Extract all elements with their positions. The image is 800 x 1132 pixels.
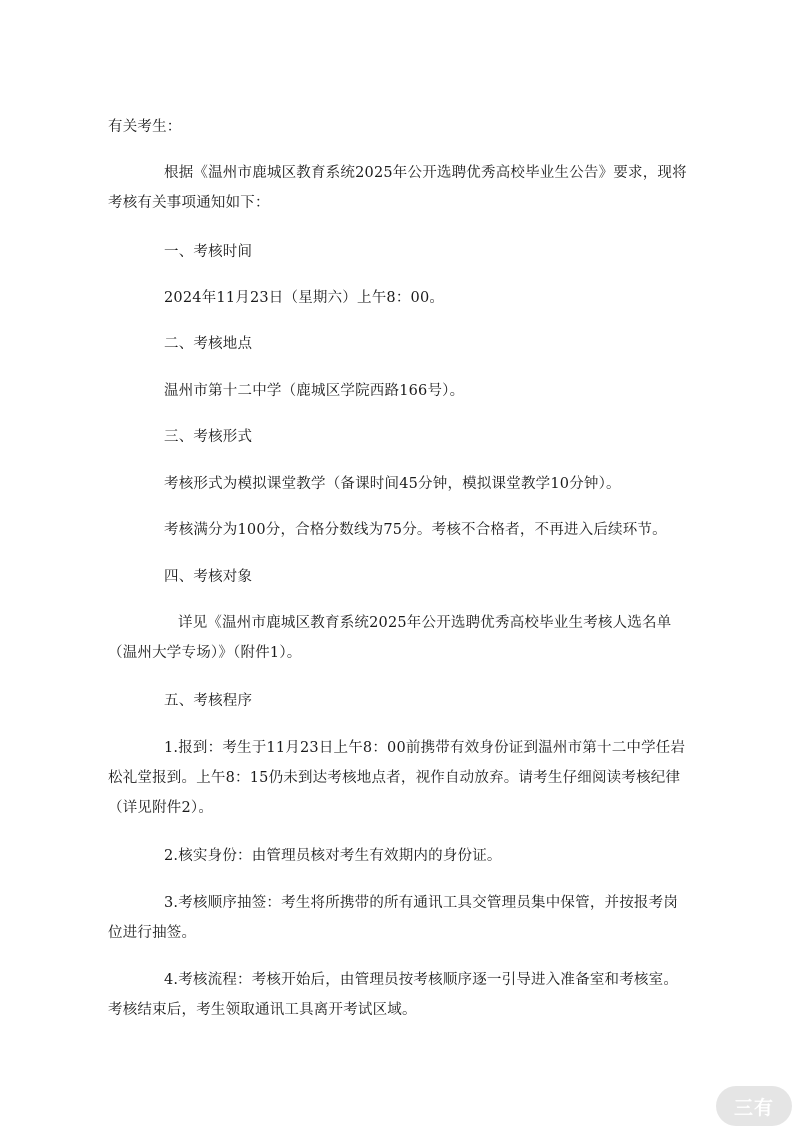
section-format-body1: 考核形式为模拟课堂教学（备课时间45分钟，模拟课堂教学10分钟）。 — [164, 476, 621, 492]
section-format-body2: 考核满分为100分，合格分数线为75分。考核不合格者，不再进入后续环节。 — [164, 522, 667, 538]
section-procedure-heading: 五、考核程序 — [164, 693, 253, 709]
intro-paragraph: 根据《温州市鹿城区教育系统2025年公开选聘优秀高校毕业生公告》要求，现将考核有关事项通知如下： — [108, 165, 687, 211]
procedure-step-2: 2.核实身份：由管理员核对考生有效期内的身份证。 — [164, 848, 502, 864]
watermark-badge — [716, 1086, 792, 1126]
section-time-body: 2024年11月23日（星期六）上午8：00。 — [164, 290, 445, 306]
procedure-step-3: 3.考核顺序抽签：考生将所携带的所有通讯工具交管理员集中保管，并按报考岗位进行抽签。 — [108, 895, 679, 941]
procedure-step-4: 4.考核流程：考核开始后，由管理员按考核顺序逐一引导进入准备室和考核室。考核结束后，考生领取通讯工具离开考试区域。 — [108, 972, 679, 1018]
procedure-step-1: 1.报到：考生于11月23日上午8：00前携带有效身份证到温州市第十二中学任岩松礼堂报到。上午8：15仍未到达考核地点者，视作自动放弃。请考生仔细阅读考核纪律（详见附件2）。 — [108, 740, 686, 816]
section-location-body: 温州市第十二中学（鹿城区学院西路166号）。 — [164, 383, 465, 399]
section-time-heading: 一、考核时间 — [164, 244, 253, 260]
watermark-label: 三有 — [733, 1096, 774, 1119]
section-target-body: 详见《温州市鹿城区教育系统2025年公开选聘优秀高校毕业生考核人选名单（温州大学专场）》（附件1）。 — [108, 615, 672, 661]
salutation: 有关考生： — [108, 119, 182, 135]
section-target-heading: 四、考核对象 — [164, 569, 253, 585]
section-format-heading: 三、考核形式 — [164, 429, 253, 445]
section-location-heading: 二、考核地点 — [164, 336, 253, 352]
